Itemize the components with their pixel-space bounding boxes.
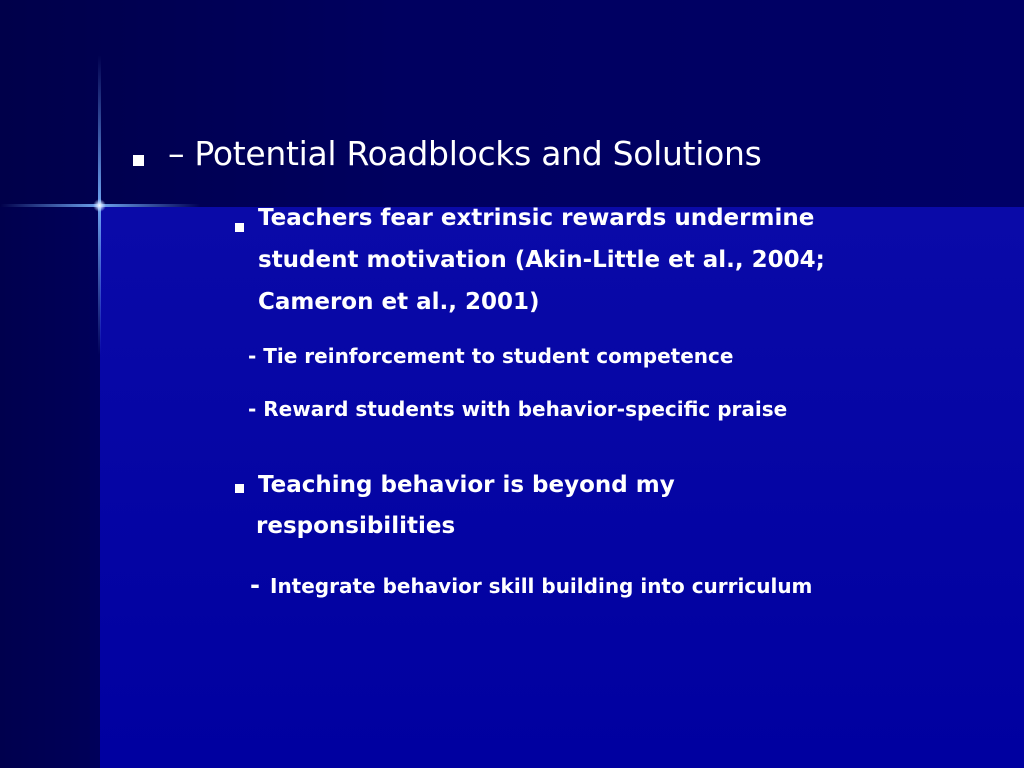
top-band — [0, 0, 1024, 207]
item-1-line-3: Cameron et al., 2001) — [258, 289, 540, 315]
item-2-line-1: Teaching behavior is beyond my — [258, 472, 675, 498]
item-2-solution-dash: - — [250, 571, 260, 599]
square-bullet-icon — [235, 484, 244, 493]
item-2-solution-1: Integrate behavior skill building into curriculum — [270, 574, 813, 598]
item-1-solution-1: - Tie reinforcement to student competence — [248, 344, 734, 368]
item-1-line-2: student motivation (Akin-Little et al., 2004; — [258, 247, 825, 273]
flare-sparkle-icon — [93, 199, 106, 212]
square-bullet-icon — [133, 155, 144, 166]
square-bullet-icon — [235, 223, 244, 232]
item-1-line-1: Teachers fear extrinsic rewards undermine — [258, 205, 815, 231]
slide-title: – Potential Roadblocks and Solutions — [168, 134, 762, 173]
item-2-line-2: responsibilities — [256, 513, 456, 539]
item-1-solution-2: - Reward students with behavior-specific praise — [248, 397, 788, 421]
left-strip — [0, 207, 100, 768]
